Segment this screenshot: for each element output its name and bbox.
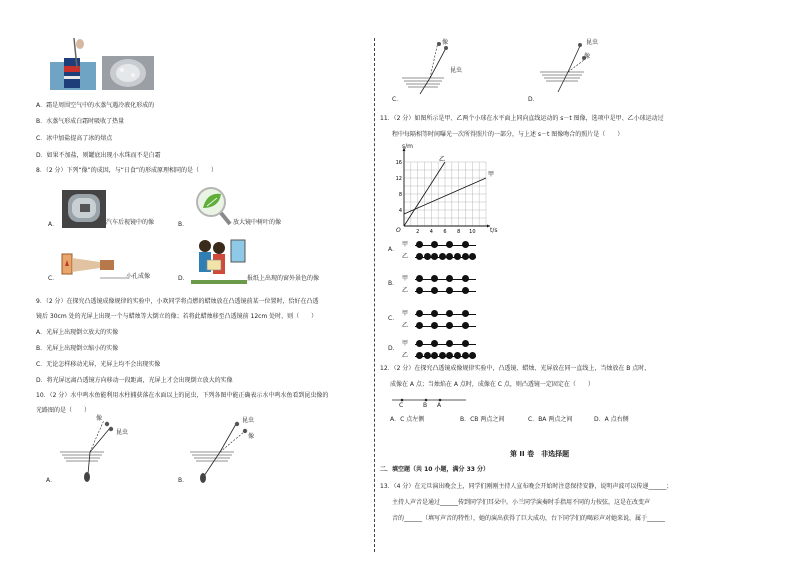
q11-ball [462, 287, 469, 294]
x-tick-label: 10 [469, 229, 476, 235]
fig-c-image-label: 像 [442, 39, 449, 46]
x-tick-label: 6 [443, 229, 447, 235]
q11-row-label: 乙 [402, 322, 409, 329]
q11-ball [462, 352, 469, 359]
q8-letter-a: A． [48, 221, 59, 228]
q11-ball [446, 322, 453, 329]
q11-ball [462, 241, 469, 248]
q10-fig-a-image-label: 像 [96, 415, 103, 422]
q11-row-label: 甲 [402, 241, 409, 248]
q11-dot-row [416, 287, 474, 295]
q11-dot-row [416, 275, 474, 283]
q12-point-line [392, 395, 468, 411]
q11-dot-row [416, 352, 474, 360]
fig-c-insect-label: 昆虫 [450, 67, 463, 74]
y-tick-label: 16 [395, 160, 402, 166]
q11-ball [416, 352, 423, 359]
q11-ball [431, 340, 438, 347]
q11-ball [439, 352, 446, 359]
q11-ball [416, 322, 423, 329]
q12-option-a: A．C 点左侧 [390, 416, 425, 423]
q11-stem-line-2: 程中每隔相等时间曝光一次所得照片的一部分，与上述 s－t 图像吻合的照片是（ ） [392, 131, 624, 138]
q11-ball [416, 310, 423, 317]
q11-ball [469, 253, 476, 260]
q11-ball [424, 352, 431, 359]
q11-ball [416, 340, 423, 347]
q11-ball [431, 352, 438, 359]
q13-line-2: 主持人声音是通过______传到同学们耳朵中。小兰同学演奏时手指用不同的力按弦，这是在改变声 [392, 499, 651, 506]
q10-optic-figure-a [60, 416, 130, 484]
q9-option-b: B．光屏上出现倒立缩小的实像 [36, 345, 119, 352]
frost-closeup-photo [102, 56, 154, 90]
q11-ball [439, 253, 446, 260]
series-label-1: 乙 [439, 156, 446, 163]
q13-line-1: 13．（4 分）在元旦演出晚会上，同学们刚刚主持人宣布晚会开始时注意保持安静，说明声波可以传递______； [380, 483, 673, 490]
q11-ball [424, 253, 431, 260]
q10-letter-a: A． [46, 477, 57, 484]
q7-option-a: A．霜是周围空气中的水蒸气遇冷液化形成的 [36, 102, 155, 109]
column-divider [374, 38, 375, 552]
x-tick-label: 8 [457, 229, 461, 235]
q10-fig-b-image-label: 像 [248, 433, 255, 440]
q11-option-letter: D． [388, 345, 399, 352]
series-label-2: 甲 [488, 171, 495, 178]
q9-stem-line-2: 镜后 30cm 处的光屏上出现一个与蜡烛等大倒立的像；若将此蜡烛移至凸透镜前 12cm 处时，则（ ） [36, 313, 318, 320]
q7-option-c: C．冰中加盐提高了冰的熔点 [36, 135, 113, 142]
q11-ball [431, 287, 438, 294]
q11-ball [446, 275, 453, 282]
q12-option-d: D．A 点右侧 [594, 416, 629, 423]
q11-option-letter: B． [388, 280, 399, 287]
q11-ball [454, 352, 461, 359]
st-origin: O [396, 227, 401, 234]
q11-option-letter: C． [388, 315, 399, 322]
q12-stem-line-1: 12．（2 分）在探究凸透镜成像规律实验中，凸透镜、蜡烛、光屏放在同一直线上，当烛放在 B 点时， [380, 365, 651, 372]
q8-letter-c: C． [48, 275, 59, 282]
q11-ball [431, 322, 438, 329]
st-graph [388, 142, 508, 242]
q7-option-d: D．如果不加盐，则罐底出现小水珠而不是白霜 [36, 152, 161, 159]
q8-caption-d: 报纸上出现的窗外景色的像 [247, 275, 320, 282]
q11-dot-row [416, 253, 474, 261]
q11-row-label: 甲 [402, 275, 409, 282]
q8-letter-b: B． [178, 221, 189, 228]
q9-stem-line-1: 9．（2 分）在探究凸透镜成像规律的实验中，小欢同学将点燃的蜡烛放在凸透镜前某一位置时，恰好在凸透 [36, 298, 319, 305]
q11-ball [446, 310, 453, 317]
q11-dot-row [416, 310, 474, 318]
q11-row-label: 乙 [402, 352, 409, 359]
q9-option-c: C．无论怎样移动光屏，光屏上均不会出现实像 [36, 361, 161, 368]
q10-stem-line-1: 10．（2 分）水中鸣水鱼能利用水柱捕获落在水面以上的昆虫，下列各图中能正确表示水中鸣水鱼看到昆虫像的 [36, 392, 329, 399]
q11-ball [469, 352, 476, 359]
q8-caption-b: 放大镜中树叶的像 [233, 219, 282, 226]
q10-stem-line-2: 光路图的是（ ） [36, 407, 91, 414]
q12-stem-line-2: 成像在 A 点；当烛焰在 A 点时，成像在 C 点，则凸透镜一定固定在（ ） [390, 381, 594, 388]
q10-optic-figure-c [398, 38, 468, 98]
q9-option-a: A．光屏上出现倒立放大的实像 [36, 329, 119, 336]
q11-row-label: 甲 [402, 340, 409, 347]
q11-ball [416, 253, 423, 260]
q11-ball [416, 275, 423, 282]
q11-ball [446, 241, 453, 248]
q11-ball [416, 241, 423, 248]
q11-ball [446, 287, 453, 294]
q11-ball [462, 275, 469, 282]
q11-ball [462, 310, 469, 317]
q11-ball [446, 253, 453, 260]
q10-fig-b-insect-label: 昆虫 [242, 417, 255, 424]
fill-heading: 二．填空题（共 10 小题，满分 33 分） [380, 466, 490, 473]
q10-letter-c: C． [392, 96, 403, 103]
x-tick-label: 4 [429, 229, 433, 235]
q11-ball [446, 352, 453, 359]
car-mirror-picture [62, 190, 106, 228]
q7-option-b: B．水蒸气形成白霜时吸收了热量 [36, 118, 125, 125]
magnifier-picture [193, 186, 233, 228]
q12-option-b: B．CB 两点之间 [460, 416, 505, 423]
q11-ball [462, 253, 469, 260]
q10-fig-a-insect-label: 昆虫 [116, 429, 129, 436]
q11-ball [431, 241, 438, 248]
fig-d-image-label: 像 [584, 53, 591, 60]
q10-optic-figure-b [190, 416, 260, 484]
q10-letter-b: B． [178, 477, 189, 484]
q8-caption-a: 汽车后视镜中的像 [106, 219, 155, 226]
fig-d-insect-label: 昆虫 [586, 39, 599, 46]
q11-dot-row [416, 241, 474, 249]
q13-line-3: 音的______（填写声音的特性），她的演出获得了巨大成功，台下同学们的喝彩声对她来说，属于______ [392, 515, 666, 522]
newspaper-window-picture [191, 236, 247, 286]
q12-point-a: A [437, 402, 442, 409]
q8-stem: 8．（2 分）下列“像”的成因，与“日食”的形成原理相同的是（ ） [36, 167, 217, 174]
q9-option-d: D．将光屏远离凸透镜方向移动一段距离，光屏上才会出现倒立放大的实像 [36, 377, 233, 384]
q12-point-b: B [423, 402, 428, 409]
q11-ball [446, 340, 453, 347]
q11-ball [431, 253, 438, 260]
st-xlabel: t/s [490, 227, 498, 234]
pinhole-camera-picture [60, 248, 130, 282]
q11-ball [416, 287, 423, 294]
x-tick-label: 2 [416, 229, 420, 235]
q12-option-c: C．BA 两点之间 [528, 416, 573, 423]
q11-stem-line-1: 11．（2 分）如图所示是甲、乙两个小球在水平面上同向直线运动的 s－t 图像，选项中是甲、乙小球运动过 [380, 115, 664, 122]
q11-ball [462, 322, 469, 329]
q11-dot-row [416, 322, 474, 330]
q11-dot-row [416, 340, 474, 348]
q11-ball [431, 275, 438, 282]
q10-optic-figure-d [538, 38, 608, 98]
section-title: 第 II 卷 非选择题 [510, 450, 570, 458]
q11-ball [431, 310, 438, 317]
q10-letter-d: D． [528, 96, 539, 103]
q8-caption-c: 小孔成像 [126, 273, 151, 280]
st-ylabel: s/m [402, 143, 413, 150]
q11-row-label: 乙 [402, 253, 409, 260]
y-tick-label: 8 [398, 192, 402, 198]
q11-row-label: 乙 [402, 287, 409, 294]
q11-ball [454, 253, 461, 260]
q12-point-c: C [399, 402, 404, 409]
q11-option-letter: A． [388, 246, 399, 253]
frost-can-photo [50, 38, 96, 90]
q8-letter-d: D． [178, 275, 189, 282]
q11-row-label: 甲 [402, 310, 409, 317]
y-tick-label: 12 [395, 176, 402, 182]
y-tick-label: 4 [398, 208, 402, 214]
q11-ball [462, 340, 469, 347]
